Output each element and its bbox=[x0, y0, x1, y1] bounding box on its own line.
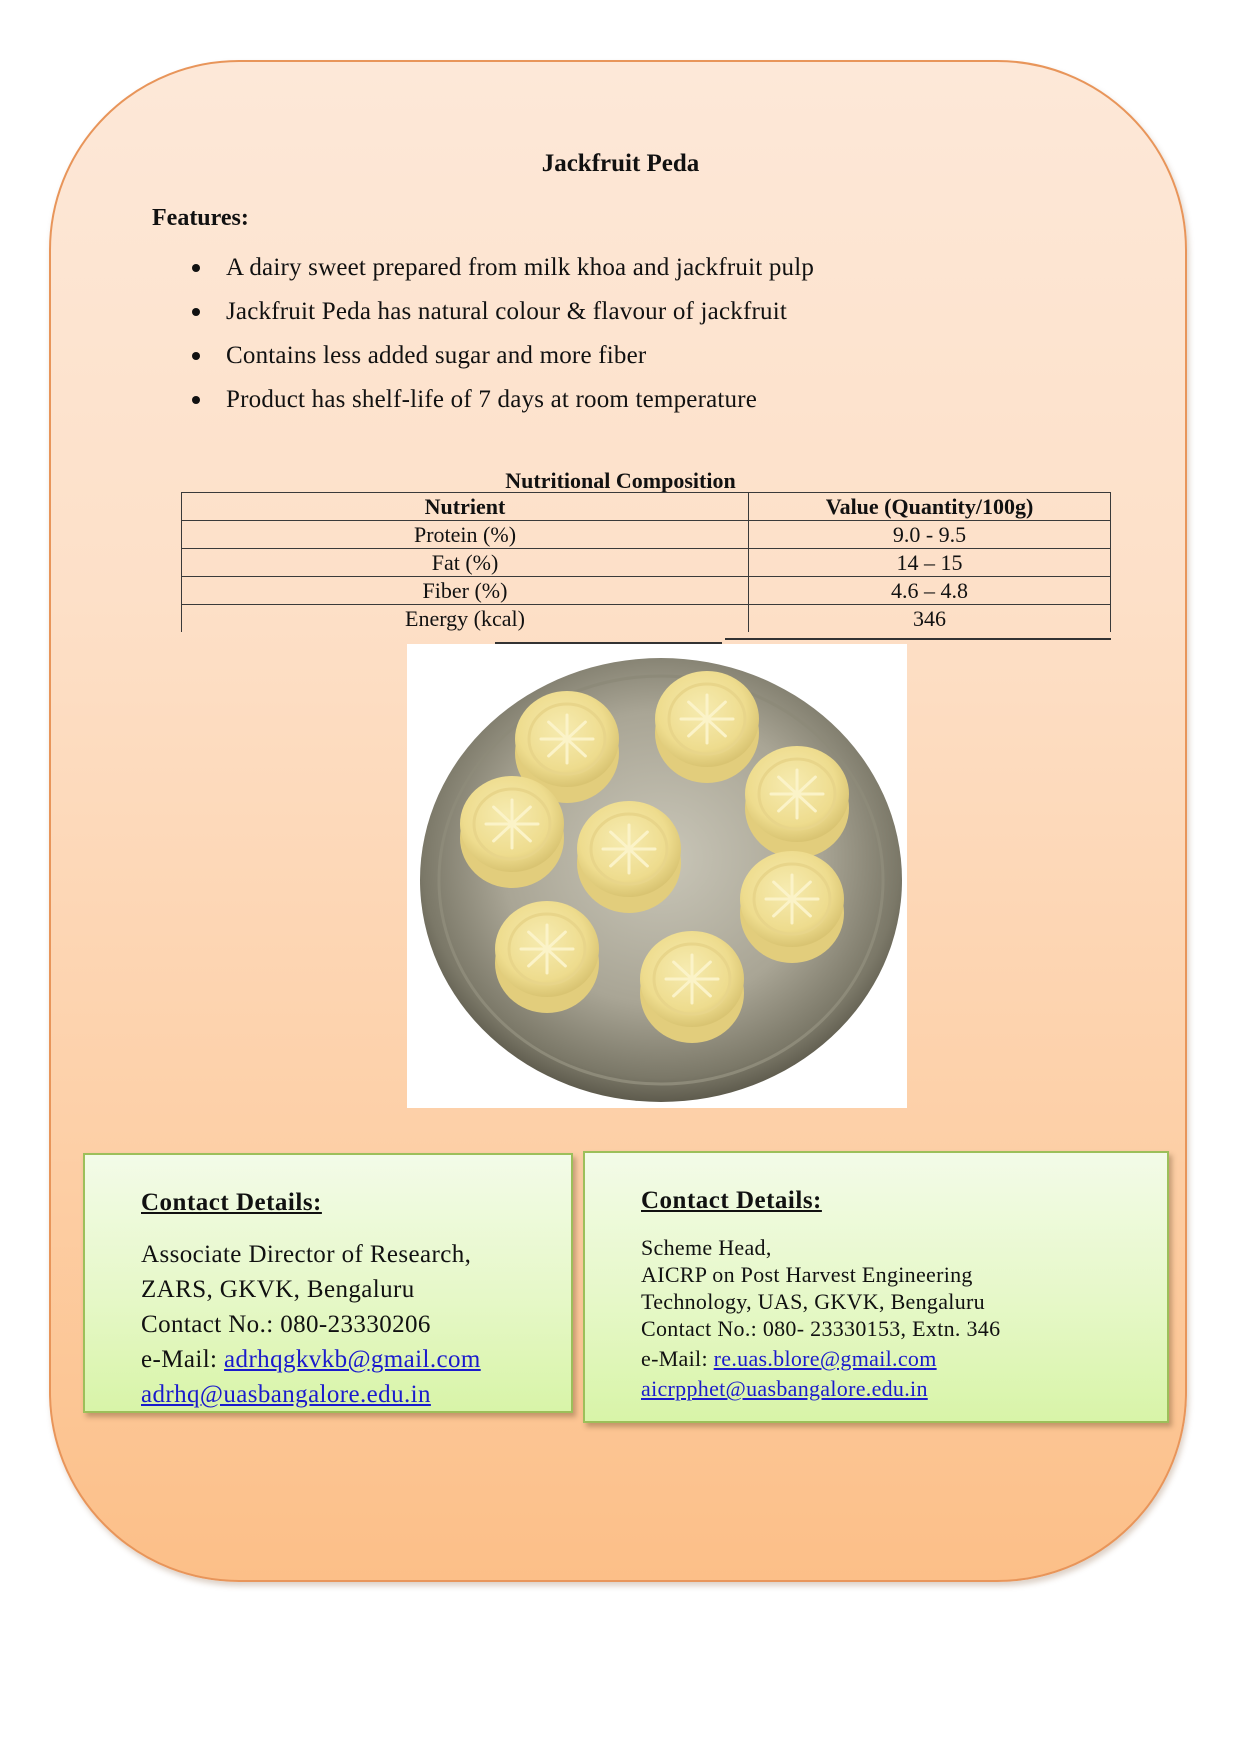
feature-item bbox=[190, 294, 814, 338]
contact-phone: Contact No.: 080- 23330153, Extn. 346 bbox=[641, 1316, 1001, 1341]
table-header-row bbox=[182, 493, 1111, 521]
feature-text: A dairy sweet prepared from milk khoa and jackfruit pulp bbox=[226, 254, 815, 281]
nutrient-cell: Protein (%) bbox=[182, 521, 749, 549]
nutrient-cell: Fiber (%) bbox=[182, 577, 749, 605]
feature-text: Contains less added sugar and more fiber bbox=[226, 342, 647, 369]
contact-line: Scheme Head, bbox=[641, 1235, 772, 1260]
peda-piece bbox=[577, 801, 681, 913]
email-link[interactable]: aicrpphet@uasbangalore.edu.in bbox=[641, 1376, 928, 1401]
contact-heading: Contact Details: bbox=[641, 1187, 822, 1214]
column-header-nutrient: Nutrient bbox=[182, 493, 749, 521]
bullet-icon bbox=[192, 352, 200, 360]
contact-phone: Contact No.: 080-23330206 bbox=[141, 1311, 431, 1338]
peda-piece bbox=[495, 901, 599, 1013]
peda-piece bbox=[745, 746, 849, 858]
peda-piece bbox=[460, 776, 564, 888]
contact-card-aicrp bbox=[583, 1151, 1169, 1423]
feature-text: Jackfruit Peda has natural colour & flavour of jackfruit bbox=[226, 298, 788, 325]
email-link[interactable]: adrhq@uasbangalore.edu.in bbox=[141, 1381, 431, 1408]
feature-item bbox=[190, 338, 814, 382]
feature-text: Product has shelf-life of 7 days at room temperature bbox=[226, 386, 758, 413]
column-header-value: Value (Quantity/100g) bbox=[749, 493, 1111, 521]
email-link[interactable]: re.uas.blore@gmail.com bbox=[713, 1346, 937, 1371]
bullet-icon bbox=[192, 308, 200, 316]
peda-piece bbox=[740, 851, 844, 963]
email-label: e-Mail: bbox=[641, 1346, 714, 1371]
nutrition-table-caption: Nutritional Composition bbox=[505, 468, 736, 493]
table-bottom-rule bbox=[725, 638, 1111, 640]
jackfruit-peda-photo bbox=[407, 644, 907, 1108]
contact-line: ZARS, GKVK, Bengaluru bbox=[141, 1276, 415, 1303]
contact-card-research bbox=[83, 1153, 573, 1413]
value-cell: 346 bbox=[749, 605, 1111, 633]
bullet-icon bbox=[192, 264, 200, 272]
table-row bbox=[182, 605, 1111, 633]
contact-email-row bbox=[141, 1342, 571, 1377]
feature-item bbox=[190, 250, 814, 294]
feature-item bbox=[190, 382, 814, 426]
features-list bbox=[190, 250, 814, 426]
table-row bbox=[182, 577, 1111, 605]
bullet-icon bbox=[192, 396, 200, 404]
value-cell: 14 – 15 bbox=[749, 549, 1111, 577]
contact-line: AICRP on Post Harvest Engineering bbox=[641, 1262, 973, 1287]
contact-email-row bbox=[641, 1345, 1167, 1372]
features-heading: Features: bbox=[152, 205, 249, 231]
peda-piece bbox=[655, 671, 759, 783]
value-cell: 4.6 – 4.8 bbox=[749, 577, 1111, 605]
email-link[interactable]: adrhqgkvkb@gmail.com bbox=[224, 1346, 481, 1373]
nutrition-table bbox=[181, 492, 1111, 632]
value-cell: 9.0 - 9.5 bbox=[749, 521, 1111, 549]
contact-line: Technology, UAS, GKVK, Bengaluru bbox=[641, 1289, 985, 1314]
contact-line: Associate Director of Research, bbox=[141, 1241, 472, 1268]
nutrient-cell: Energy (kcal) bbox=[182, 605, 749, 633]
table-row bbox=[182, 549, 1111, 577]
peda-plate-image-icon bbox=[407, 644, 907, 1108]
table-row bbox=[182, 521, 1111, 549]
peda-piece bbox=[640, 931, 744, 1043]
contact-heading: Contact Details: bbox=[141, 1189, 322, 1216]
nutrient-cell: Fat (%) bbox=[182, 549, 749, 577]
email-label: e-Mail: bbox=[141, 1346, 225, 1373]
product-title: Jackfruit Peda bbox=[541, 150, 700, 177]
